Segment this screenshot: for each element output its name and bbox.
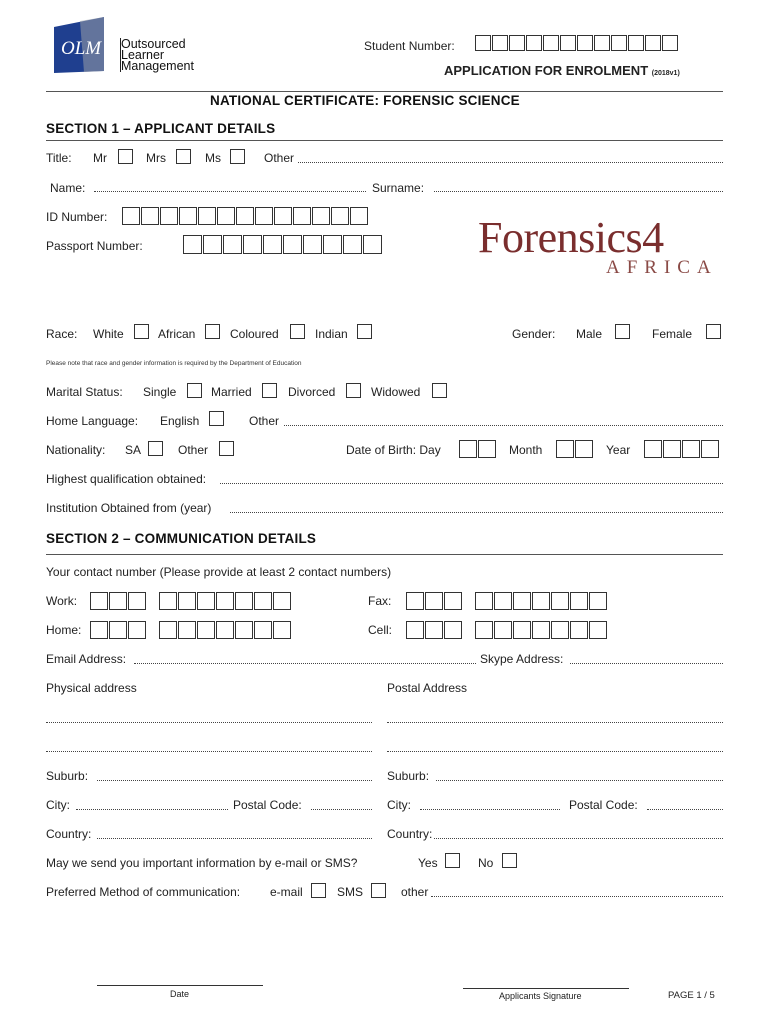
dob-year-box-0[interactable] xyxy=(644,440,662,458)
cell-box-9[interactable] xyxy=(589,621,607,639)
fax-box-3[interactable] xyxy=(475,592,493,610)
name-label: Name: xyxy=(50,181,86,195)
form-title xyxy=(444,63,680,78)
race-african-checkbox[interactable] xyxy=(205,324,220,339)
student-box-8[interactable] xyxy=(611,35,627,51)
olm-logo xyxy=(54,17,110,75)
physical-address-line-2[interactable] xyxy=(46,751,372,752)
dob-year-label: Year xyxy=(606,443,631,457)
dob-year-box-3[interactable] xyxy=(701,440,719,458)
signature-label: Applicants Signature xyxy=(499,991,582,1001)
student-box-6[interactable] xyxy=(577,35,593,51)
passport-box-7[interactable] xyxy=(323,235,342,254)
language-other-field[interactable] xyxy=(284,425,723,426)
physical-country-label: Country: xyxy=(46,827,92,841)
id-box-9[interactable] xyxy=(293,207,311,225)
student-box-5[interactable] xyxy=(560,35,576,51)
postal-address-line-2[interactable] xyxy=(387,751,723,752)
student-box-2[interactable] xyxy=(509,35,525,51)
nationality-sa-checkbox[interactable] xyxy=(148,441,163,456)
postal-country-field[interactable] xyxy=(434,838,723,839)
id-box-6[interactable] xyxy=(236,207,254,225)
consent-no-checkbox[interactable] xyxy=(502,853,517,868)
id-box-12[interactable] xyxy=(350,207,368,225)
header-rule xyxy=(46,91,723,92)
consent-label: May we send you important information by e-mail or SMS? xyxy=(46,856,358,870)
student-box-1[interactable] xyxy=(492,35,508,51)
student-box-0[interactable] xyxy=(475,35,491,51)
date-label: Date xyxy=(170,989,190,999)
consent-no-label: No xyxy=(478,856,494,870)
title-other-label: Other xyxy=(264,151,295,165)
work-label: Work: xyxy=(46,594,78,608)
marital-single-label: Single xyxy=(143,385,177,399)
fax-box-8[interactable] xyxy=(570,592,588,610)
race-coloured-label: Coloured xyxy=(230,327,279,341)
id-box-2[interactable] xyxy=(160,207,178,225)
title-mrs-label: Mrs xyxy=(146,151,166,165)
preferred-sms-label: SMS xyxy=(337,885,364,899)
postal-address-line-1[interactable] xyxy=(387,722,723,723)
passport-box-0[interactable] xyxy=(183,235,202,254)
work-box-8[interactable] xyxy=(254,592,272,610)
passport-box-1[interactable] xyxy=(203,235,222,254)
form-title-text: APPLICATION FOR ENROLMENT xyxy=(444,63,649,78)
marital-single-checkbox[interactable] xyxy=(187,383,202,398)
surname-label: Surname: xyxy=(372,181,425,195)
gender-label: Gender: xyxy=(512,327,556,341)
cell-box-8[interactable] xyxy=(570,621,588,639)
section1-heading: SECTION 1 – APPLICANT DETAILS xyxy=(46,121,276,136)
postal-postal-code-field[interactable] xyxy=(647,809,723,810)
marital-widowed-checkbox[interactable] xyxy=(432,383,447,398)
applicant-signature-line[interactable] xyxy=(463,988,629,989)
gender-male-label: Male xyxy=(576,327,603,341)
work-box-6[interactable] xyxy=(216,592,234,610)
home-box-9[interactable] xyxy=(273,621,291,639)
id-box-7[interactable] xyxy=(255,207,273,225)
course-title: NATIONAL CERTIFICATE: FORENSIC SCIENCE xyxy=(210,93,520,108)
gender-female-label: Female xyxy=(652,327,693,341)
id-box-0[interactable] xyxy=(122,207,140,225)
cell-label: Cell: xyxy=(368,623,393,637)
title-other-field[interactable] xyxy=(298,162,723,163)
home-phone-label: Home: xyxy=(46,623,82,637)
fax-label: Fax: xyxy=(368,594,392,608)
race-white-label: White xyxy=(93,327,124,341)
work-box-1[interactable] xyxy=(109,592,127,610)
dob-month-label: Month xyxy=(509,443,543,457)
qualification-label: Highest qualification obtained: xyxy=(46,472,207,486)
dob-year-box-1[interactable] xyxy=(663,440,681,458)
postal-city-field[interactable] xyxy=(420,809,560,810)
marital-married-label: Married xyxy=(211,385,252,399)
race-coloured-checkbox[interactable] xyxy=(290,324,305,339)
preferred-other-label: other xyxy=(401,885,429,899)
fax-box-1[interactable] xyxy=(425,592,443,610)
passport-box-3[interactable] xyxy=(243,235,262,254)
section2-heading: SECTION 2 – COMMUNICATION DETAILS xyxy=(46,531,317,546)
id-box-11[interactable] xyxy=(331,207,349,225)
home-box-1[interactable] xyxy=(109,621,127,639)
section2-rule xyxy=(46,554,723,555)
cell-box-3[interactable] xyxy=(475,621,493,639)
physical-address-line-1[interactable] xyxy=(46,722,372,723)
student-box-7[interactable] xyxy=(594,35,610,51)
email-field[interactable] xyxy=(134,663,476,664)
work-box-2[interactable] xyxy=(128,592,146,610)
id-box-8[interactable] xyxy=(274,207,292,225)
physical-postal-code-field[interactable] xyxy=(311,809,372,810)
postal-suburb-field[interactable] xyxy=(436,780,723,781)
passport-label: Passport Number: xyxy=(46,239,143,253)
home-box-8[interactable] xyxy=(254,621,272,639)
preferred-email-checkbox[interactable] xyxy=(311,883,326,898)
cell-box-2[interactable] xyxy=(444,621,462,639)
home-language-label: Home Language: xyxy=(46,414,139,428)
home-box-3[interactable] xyxy=(159,621,177,639)
logo-line-2: Learner xyxy=(121,48,165,62)
work-box-4[interactable] xyxy=(178,592,196,610)
skype-label: Skype Address: xyxy=(480,652,564,666)
passport-box-5[interactable] xyxy=(283,235,302,254)
student-number-label: Student Number: xyxy=(364,39,455,53)
logo-wordmark xyxy=(121,39,194,72)
dob-year-box-2[interactable] xyxy=(682,440,700,458)
dob-day-box-0[interactable] xyxy=(459,440,477,458)
language-other-label: Other xyxy=(249,414,280,428)
fax-box-5[interactable] xyxy=(513,592,531,610)
physical-suburb-label: Suburb: xyxy=(46,769,89,783)
postal-address-label: Postal Address xyxy=(387,681,468,695)
consent-yes-checkbox[interactable] xyxy=(445,853,460,868)
marital-divorced-checkbox[interactable] xyxy=(346,383,361,398)
consent-yes-label: Yes xyxy=(418,856,438,870)
dob-month-box-1[interactable] xyxy=(575,440,593,458)
logo-initials: OLM xyxy=(61,38,102,59)
title-mr-label: Mr xyxy=(93,151,107,165)
home-box-5[interactable] xyxy=(197,621,215,639)
cell-box-6[interactable] xyxy=(532,621,550,639)
race-gender-note: Please note that race and gender information is required by the Department of Education xyxy=(46,360,302,367)
marital-divorced-label: Divorced xyxy=(288,385,336,399)
student-box-11[interactable] xyxy=(662,35,678,51)
physical-city-label: City: xyxy=(46,798,70,812)
id-box-4[interactable] xyxy=(198,207,216,225)
dob-month-box-0[interactable] xyxy=(556,440,574,458)
home-box-6[interactable] xyxy=(216,621,234,639)
section1-rule xyxy=(46,140,723,141)
nationality-sa-label: SA xyxy=(125,443,142,457)
student-box-10[interactable] xyxy=(645,35,661,51)
title-ms-label: Ms xyxy=(205,151,221,165)
physical-country-field[interactable] xyxy=(97,838,372,839)
id-number-label: ID Number: xyxy=(46,210,108,224)
postal-postal-code-label: Postal Code: xyxy=(569,798,638,812)
race-indian-label: Indian xyxy=(315,327,348,341)
fax-box-0[interactable] xyxy=(406,592,424,610)
passport-box-8[interactable] xyxy=(343,235,362,254)
preferred-email-label: e-mail xyxy=(270,885,303,899)
cell-box-1[interactable] xyxy=(425,621,443,639)
logo-divider xyxy=(120,38,121,72)
student-box-4[interactable] xyxy=(543,35,559,51)
id-box-1[interactable] xyxy=(141,207,159,225)
work-box-3[interactable] xyxy=(159,592,177,610)
student-box-9[interactable] xyxy=(628,35,644,51)
passport-box-4[interactable] xyxy=(263,235,282,254)
qualification-field[interactable] xyxy=(220,483,723,484)
gender-male-checkbox[interactable] xyxy=(615,324,630,339)
email-label: Email Address: xyxy=(46,652,127,666)
home-box-7[interactable] xyxy=(235,621,253,639)
title-ms-checkbox[interactable] xyxy=(230,149,245,164)
student-box-3[interactable] xyxy=(526,35,542,51)
fax-box-4[interactable] xyxy=(494,592,512,610)
logo-line-3: Management xyxy=(121,59,194,73)
preferred-sms-checkbox[interactable] xyxy=(371,883,386,898)
marital-label: Marital Status: xyxy=(46,385,123,399)
work-box-0[interactable] xyxy=(90,592,108,610)
language-english-checkbox[interactable] xyxy=(209,411,224,426)
postal-city-label: City: xyxy=(387,798,411,812)
work-box-7[interactable] xyxy=(235,592,253,610)
race-label: Race: xyxy=(46,327,78,341)
nationality-other-checkbox[interactable] xyxy=(219,441,234,456)
id-box-3[interactable] xyxy=(179,207,197,225)
cell-box-7[interactable] xyxy=(551,621,569,639)
work-box-5[interactable] xyxy=(197,592,215,610)
cell-box-4[interactable] xyxy=(494,621,512,639)
date-signature-line[interactable] xyxy=(97,985,263,986)
fax-box-2[interactable] xyxy=(444,592,462,610)
postal-suburb-label: Suburb: xyxy=(387,769,430,783)
preferred-method-label: Preferred Method of communication: xyxy=(46,885,241,899)
institution-label: Institution Obtained from (year) xyxy=(46,501,212,515)
contact-intro: Your contact number (Please provide at least 2 contact numbers) xyxy=(46,565,392,579)
nationality-label: Nationality: xyxy=(46,443,106,457)
id-box-10[interactable] xyxy=(312,207,330,225)
home-box-2[interactable] xyxy=(128,621,146,639)
dob-day-box-1[interactable] xyxy=(478,440,496,458)
title-mr-checkbox[interactable] xyxy=(118,149,133,164)
fax-box-7[interactable] xyxy=(551,592,569,610)
surname-field[interactable] xyxy=(434,191,723,192)
name-field[interactable] xyxy=(94,191,366,192)
home-box-4[interactable] xyxy=(178,621,196,639)
page-number: PAGE 1 / 5 xyxy=(668,990,715,1001)
marital-married-checkbox[interactable] xyxy=(262,383,277,398)
dob-day-label: Date of Birth: Day xyxy=(346,443,441,457)
work-box-9[interactable] xyxy=(273,592,291,610)
postal-country-label: Country: xyxy=(387,827,433,841)
id-box-5[interactable] xyxy=(217,207,235,225)
form-version: (2018v1) xyxy=(651,70,680,77)
marital-widowed-label: Widowed xyxy=(371,385,421,399)
passport-box-6[interactable] xyxy=(303,235,322,254)
physical-postal-code-label: Postal Code: xyxy=(233,798,302,812)
race-african-label: African xyxy=(158,327,196,341)
race-white-checkbox[interactable] xyxy=(134,324,149,339)
physical-suburb-field[interactable] xyxy=(97,780,372,781)
forensics4-logo: Forensics4 xyxy=(478,213,664,262)
home-box-0[interactable] xyxy=(90,621,108,639)
cell-box-5[interactable] xyxy=(513,621,531,639)
gender-female-checkbox[interactable] xyxy=(706,324,721,339)
logo-line-1: Outsourced xyxy=(121,37,186,51)
forensics4-subtitle: AFRICA xyxy=(606,257,718,278)
title-label: Title: xyxy=(46,151,72,165)
passport-box-9[interactable] xyxy=(363,235,382,254)
passport-box-2[interactable] xyxy=(223,235,242,254)
preferred-other-field[interactable] xyxy=(431,896,723,897)
fax-box-6[interactable] xyxy=(532,592,550,610)
race-indian-checkbox[interactable] xyxy=(357,324,372,339)
institution-field[interactable] xyxy=(230,512,723,513)
skype-field[interactable] xyxy=(570,663,723,664)
title-mrs-checkbox[interactable] xyxy=(176,149,191,164)
cell-box-0[interactable] xyxy=(406,621,424,639)
language-english-label: English xyxy=(160,414,200,428)
physical-city-field[interactable] xyxy=(76,809,228,810)
physical-address-label: Physical address xyxy=(46,681,137,695)
fax-box-9[interactable] xyxy=(589,592,607,610)
nationality-other-label: Other xyxy=(178,443,209,457)
